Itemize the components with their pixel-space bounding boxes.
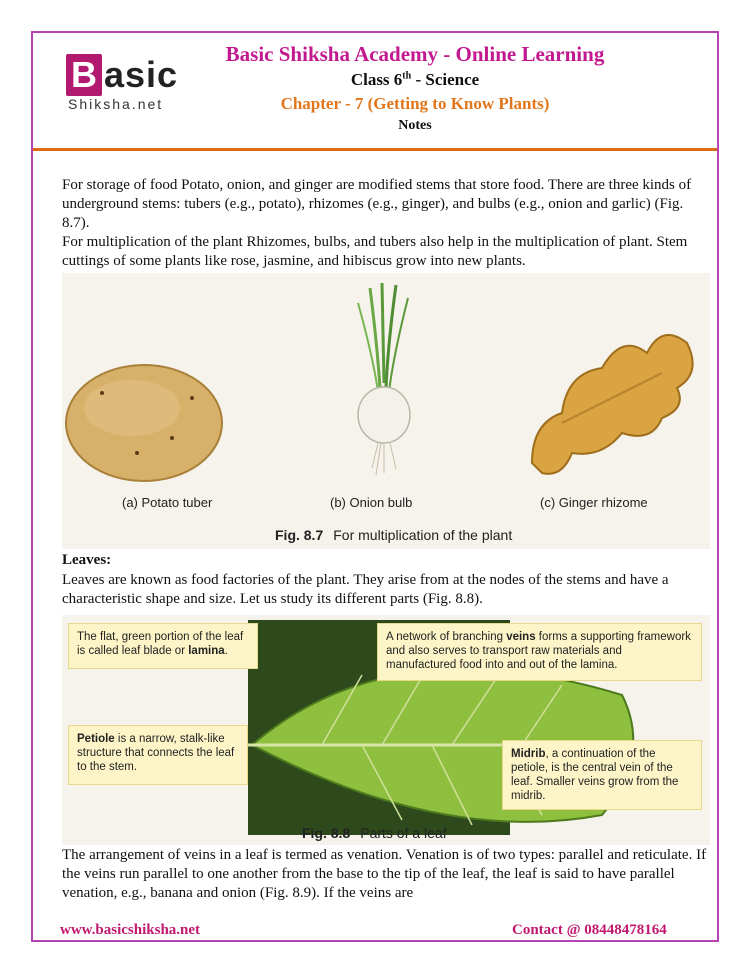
logo-text: asic: [104, 54, 179, 95]
class-title: Class 6th - Science: [350, 70, 480, 89]
logo-subtext: Shiksha.net: [68, 96, 164, 112]
ginger-image: [532, 335, 693, 474]
label-ginger: (c) Ginger rhizome: [540, 495, 648, 510]
figure-leaf: [62, 615, 710, 845]
callout-lamina: The flat, green portion of the leaf is called leaf blade or lamina.: [68, 623, 258, 669]
figure-caption-8-7: Fig. 8.7 For multiplication of the plant: [275, 527, 513, 543]
logo: [66, 54, 194, 114]
label-potato: (a) Potato tuber: [122, 495, 213, 510]
chapter-title: Chapter - 7 (Getting to Know Plants): [280, 94, 550, 113]
paragraph-leaves: Leaves are known as food factories of the plant. They arise from at the nodes of the stems and have a characteristic shape and size. Let us study its different parts (Fig. 8.8).: [62, 572, 669, 607]
figure-caption-8-8: Fig. 8.8 Parts of a leaf: [302, 825, 447, 841]
callout-midrib: Midrib, a continuation of the petiole, is the central vein of the leaf. Smaller veins grow from the midrib.: [502, 740, 702, 810]
callout-veins: A network of branching veins forms a supporting framework and also serves to transport raw materials and manufactured food into and out of the lamina.: [377, 623, 702, 681]
paragraph-storage: For storage of food Potato, onion, and ginger are modified stems that store food. There are three kinds of underground stems: tubers (e.g., potato), rhizomes (e.g., ginger), and bulbs (e.g., onion and garlic) (Fig. 8.7).: [62, 177, 692, 231]
logo-letter: B: [66, 54, 102, 96]
footer-website-link[interactable]: www.basicshiksha.net: [60, 922, 201, 938]
paragraph-venation: The arrangement of veins in a leaf is termed as venation. Venation is of two types: parallel and reticulate. If the veins run parallel to one another from the base to the tip of the leaf, the leaf is said to have parallel venation, e.g., banana and onion (Fig. 8.9). If the veins are: [62, 847, 707, 901]
footer-contact: Contact @ 08448478164: [512, 922, 667, 938]
site-title: Basic Shiksha Academy - Online Learning: [225, 42, 605, 66]
potato-image: [66, 365, 222, 481]
figure-stems: [62, 273, 710, 549]
leaves-heading: Leaves:: [62, 552, 112, 568]
label-onion: (b) Onion bulb: [330, 495, 413, 510]
paragraph-multiplication: For multiplication of the plant Rhizomes, bulbs, and tubers also help in the multiplication of plant. Stem cuttings of some plants like rose, jasmine, and hibiscus grow into new plants.: [62, 234, 688, 269]
onion-image: [358, 283, 410, 475]
callout-petiole: Petiole is a narrow, stalk-like structure that connects the leaf to the stem.: [68, 725, 248, 785]
notes-label: Notes: [398, 118, 432, 133]
header-divider: [33, 148, 717, 151]
